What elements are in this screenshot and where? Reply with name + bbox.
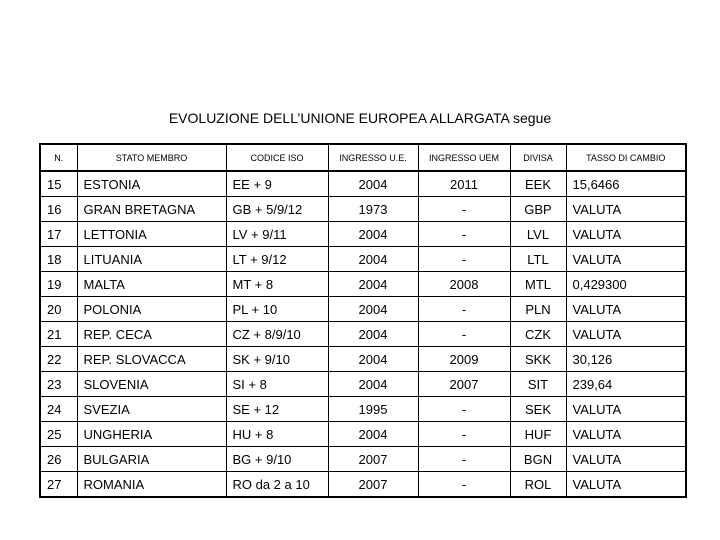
table-row — [40, 197, 686, 222]
cell-iso-code: CZ + 8/9/10 — [226, 322, 328, 347]
cell-iso-code: RO da 2 a 10 — [226, 472, 328, 498]
table-row — [40, 247, 686, 272]
cell-number: 16 — [40, 197, 77, 222]
cell-member-state: REP. CECA — [77, 322, 226, 347]
table-row — [40, 171, 686, 197]
table-row — [40, 297, 686, 322]
cell-number: 15 — [40, 171, 77, 197]
cell-iso-code: LV + 9/11 — [226, 222, 328, 247]
cell-iso-code: MT + 8 — [226, 272, 328, 297]
cell-currency: LVL — [510, 222, 566, 247]
column-header-iso-code: CODICE ISO — [226, 144, 328, 171]
cell-number: 20 — [40, 297, 77, 322]
column-header-eu-entry: INGRESSO U.E. — [328, 144, 418, 171]
cell-exchange-rate: 0,429300 — [566, 272, 686, 297]
cell-currency: GBP — [510, 197, 566, 222]
cell-exchange-rate: VALUTA — [566, 322, 686, 347]
table-header-row — [40, 144, 686, 171]
cell-iso-code: HU + 8 — [226, 422, 328, 447]
table-row — [40, 397, 686, 422]
cell-iso-code: PL + 10 — [226, 297, 328, 322]
column-header-exchange-rate: TASSO DI CAMBIO — [566, 144, 686, 171]
cell-exchange-rate: VALUTA — [566, 447, 686, 472]
cell-exchange-rate: VALUTA — [566, 222, 686, 247]
cell-number: 24 — [40, 397, 77, 422]
cell-member-state: SVEZIA — [77, 397, 226, 422]
cell-currency: PLN — [510, 297, 566, 322]
column-header-number: N. — [40, 144, 77, 171]
cell-currency: LTL — [510, 247, 566, 272]
cell-exchange-rate: VALUTA — [566, 197, 686, 222]
table-row — [40, 347, 686, 372]
cell-member-state: ROMANIA — [77, 472, 226, 498]
cell-eu-entry: 2004 — [328, 422, 418, 447]
cell-number: 19 — [40, 272, 77, 297]
column-header-member-state: STATO MEMBRO — [77, 144, 226, 171]
cell-exchange-rate: 15,6466 — [566, 171, 686, 197]
cell-member-state: LETTONIA — [77, 222, 226, 247]
cell-exchange-rate: VALUTA — [566, 397, 686, 422]
cell-member-state: ESTONIA — [77, 171, 226, 197]
cell-iso-code: SE + 12 — [226, 397, 328, 422]
cell-exchange-rate: VALUTA — [566, 422, 686, 447]
cell-currency: HUF — [510, 422, 566, 447]
cell-eu-entry: 2004 — [328, 297, 418, 322]
cell-eu-entry: 2004 — [328, 347, 418, 372]
cell-member-state: UNGHERIA — [77, 422, 226, 447]
cell-number: 22 — [40, 347, 77, 372]
cell-exchange-rate: VALUTA — [566, 297, 686, 322]
table-row — [40, 472, 686, 498]
table-body — [40, 171, 686, 497]
cell-currency: SKK — [510, 347, 566, 372]
page-title: EVOLUZIONE DELL’UNIONE EUROPEA ALLARGATA segue — [168, 110, 552, 126]
cell-currency: SEK — [510, 397, 566, 422]
table-row — [40, 322, 686, 347]
cell-emu-entry: - — [418, 222, 510, 247]
cell-currency: SIT — [510, 372, 566, 397]
cell-iso-code: BG + 9/10 — [226, 447, 328, 472]
cell-exchange-rate: 239,64 — [566, 372, 686, 397]
cell-eu-entry: 2007 — [328, 447, 418, 472]
cell-currency: MTL — [510, 272, 566, 297]
cell-currency: EEK — [510, 171, 566, 197]
table-row — [40, 422, 686, 447]
cell-emu-entry: - — [418, 197, 510, 222]
cell-emu-entry: - — [418, 322, 510, 347]
cell-number: 26 — [40, 447, 77, 472]
cell-emu-entry: - — [418, 422, 510, 447]
cell-emu-entry: - — [418, 397, 510, 422]
cell-emu-entry: 2007 — [418, 372, 510, 397]
cell-number: 18 — [40, 247, 77, 272]
cell-eu-entry: 1973 — [328, 197, 418, 222]
cell-eu-entry: 2004 — [328, 222, 418, 247]
cell-currency: ROL — [510, 472, 566, 498]
cell-member-state: MALTA — [77, 272, 226, 297]
cell-currency: BGN — [510, 447, 566, 472]
cell-emu-entry: - — [418, 297, 510, 322]
cell-emu-entry: 2008 — [418, 272, 510, 297]
cell-emu-entry: 2011 — [418, 171, 510, 197]
cell-number: 25 — [40, 422, 77, 447]
column-header-currency: DIVISA — [510, 144, 566, 171]
cell-number: 21 — [40, 322, 77, 347]
cell-iso-code: SK + 9/10 — [226, 347, 328, 372]
cell-eu-entry: 2004 — [328, 272, 418, 297]
cell-member-state: GRAN BRETAGNA — [77, 197, 226, 222]
table-row — [40, 372, 686, 397]
table-row — [40, 272, 686, 297]
cell-emu-entry: 2009 — [418, 347, 510, 372]
cell-exchange-rate: VALUTA — [566, 472, 686, 498]
cell-member-state: LITUANIA — [77, 247, 226, 272]
cell-iso-code: LT + 9/12 — [226, 247, 328, 272]
cell-iso-code: GB + 5/9/12 — [226, 197, 328, 222]
cell-emu-entry: - — [418, 447, 510, 472]
cell-eu-entry: 2004 — [328, 372, 418, 397]
cell-eu-entry: 2007 — [328, 472, 418, 498]
table-row — [40, 222, 686, 247]
cell-exchange-rate: 30,126 — [566, 347, 686, 372]
cell-eu-entry: 2004 — [328, 322, 418, 347]
cell-member-state: BULGARIA — [77, 447, 226, 472]
table-row — [40, 447, 686, 472]
cell-member-state: SLOVENIA — [77, 372, 226, 397]
cell-iso-code: EE + 9 — [226, 171, 328, 197]
cell-member-state: REP. SLOVACCA — [77, 347, 226, 372]
cell-number: 23 — [40, 372, 77, 397]
cell-number: 17 — [40, 222, 77, 247]
cell-emu-entry: - — [418, 472, 510, 498]
column-header-emu-entry: INGRESSO UEM — [418, 144, 510, 171]
cell-exchange-rate: VALUTA — [566, 247, 686, 272]
eu-enlargement-table — [39, 143, 687, 498]
cell-eu-entry: 1995 — [328, 397, 418, 422]
cell-eu-entry: 2004 — [328, 171, 418, 197]
cell-eu-entry: 2004 — [328, 247, 418, 272]
cell-currency: CZK — [510, 322, 566, 347]
cell-iso-code: SI + 8 — [226, 372, 328, 397]
cell-number: 27 — [40, 472, 77, 498]
cell-emu-entry: - — [418, 247, 510, 272]
cell-member-state: POLONIA — [77, 297, 226, 322]
